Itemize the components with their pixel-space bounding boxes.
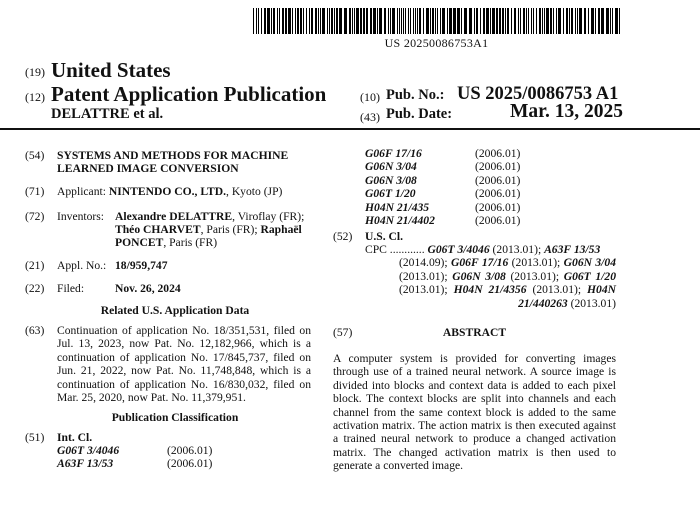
cpc-version: (2013.01); [399,269,453,283]
type-code: (12) [25,90,45,104]
continuation-line: Jun. 21, 2022, now Pat. No. 11,748,848, which is a [57,364,311,378]
inventor-1-location: , Viroflay (FR); [232,210,305,223]
cpc-class: G06N 3/04 [563,256,616,270]
cpc-line [399,256,616,269]
cpc-version: (2013.01) [567,296,616,310]
related-data-heading: Related U.S. Application Data [100,304,250,317]
pub-classification-heading: Publication Classification [111,411,239,424]
continuation-text [57,324,311,404]
pub-no-code: (10) [360,90,380,104]
appl-no-code: (21) [25,259,45,272]
int-cl-code: (51) [25,431,45,444]
cpc-line [399,270,616,283]
filed-label: Filed: [57,282,85,295]
applicant-name: NINTENDO CO., LTD. [108,185,227,198]
cpc-version: (2013.01); [505,269,564,283]
abstract-line: through use of a trained neural network. A source image is [333,365,616,379]
pub-date-code: (43) [360,110,380,124]
continuation-line: continuation of application No. 16/830,032, filed on [57,377,311,391]
cpc-version: (2013.01); [508,256,564,270]
inventor-3-location: , Paris (FR) [163,236,218,249]
continuation-line: Continuation of application No. 18/351,531, filed on [57,324,311,337]
abstract-heading: ABSTRACT [442,326,507,339]
int-cl-code-entry: A63F 13/53 [57,457,114,471]
int-cl-version: (2006.01) [167,444,213,457]
us-cl-code: (52) [333,230,353,243]
inventor-3-name-last: PONCET [115,236,164,249]
us-cl-label: U.S. Cl. [365,230,404,243]
int-cl-code-entry: G06N 3/08 [365,173,417,187]
abstract-line: a trained neural network to produce a changed activation [333,432,616,446]
abstract-code: (57) [333,326,353,339]
continuation-code: (63) [25,324,45,337]
cpc-class: G06N 3/08 [452,269,506,283]
country: United States [51,58,171,82]
applicant-location: , Kyoto (JP) [226,185,283,198]
barcode-number: US 20250086753A1 [384,36,489,50]
inventors-code: (72) [25,210,45,223]
cpc-version: (2013.01); [489,243,545,256]
pub-date: Mar. 13, 2025 [510,101,624,122]
inventor-3-name-first: Raphaël [260,223,302,236]
abstract-line: divided into blocks and context data is added to each pixel [333,378,616,392]
int-cl-label: Int. Cl. [57,431,93,444]
cpc-class: G06T 1/20 [563,269,616,283]
filed-date: Nov. 26, 2024 [115,282,181,295]
int-cl-version: (2006.01) [475,173,521,187]
pub-no: US 2025/0086753 A1 [457,84,619,104]
header-rule [0,128,700,130]
inventor-3 [115,236,217,249]
applicant-row [57,185,282,198]
int-cl-version: (2006.01) [475,160,521,174]
applicant-label: Applicant: [57,185,106,198]
applicant-code: (71) [25,185,45,198]
cpc-class: H04N 21/4356 [453,283,527,297]
cpc-class: G06T 3/4046 [427,243,490,256]
abstract-line: generate a converted image. [333,459,464,473]
inventor-2 [115,223,302,236]
abstract-text [333,352,616,473]
int-cl-version: (2006.01) [475,214,521,227]
int-cl-code-entry: G06T 1/20 [365,187,416,201]
cpc-class: A63F 13/53 [544,243,601,256]
appl-no-label: Appl. No.: [57,259,107,272]
abstract-line: A computer system is provided for converting images [333,352,616,365]
inventors-label: Inventors: [57,210,105,223]
abstract-line: activation matrix. The action matrix is then executed against [333,419,616,433]
cpc-class: 21/440263 [518,296,568,310]
continuation-line: Jul. 13, 2023, now Pat. No. 12,182,966, which is a [57,337,311,351]
title-line-1: SYSTEMS AND METHODS FOR MACHINE [57,149,289,162]
title-code: (54) [25,149,45,162]
inventor-2-location: , Paris (FR); [200,223,261,236]
int-cl-version: (2006.01) [475,200,521,214]
country-code: (19) [25,65,45,79]
pub-date-label: Pub. Date: [386,106,453,122]
inventor-short: DELATTRE et al. [51,106,164,122]
cpc-label: CPC ............ [365,243,428,256]
abstract-line: matrix. The changed activation matrix is then used to [333,445,616,459]
int-cl-version: (2006.01) [167,457,213,471]
int-cl-code-entry: G06F 17/16 [365,147,422,160]
cpc-version: (2013.01); [399,283,454,297]
inventor-1-name: Alexandre DELATTRE [115,210,233,223]
continuation-line: Mar. 25, 2020, now Pat. No. 11,379,951. [57,391,246,405]
inventor-1 [115,210,304,223]
int-cl-code-entry: G06N 3/04 [365,160,417,174]
publication-type: Patent Application Publication [51,82,327,106]
inventor-2-name: Théo CHARVET [115,223,201,236]
int-cl-version: (2006.01) [475,187,521,201]
pub-no-label: Pub. No.: [386,87,445,103]
appl-no: 18/959,747 [115,259,168,272]
cpc-line [399,283,616,296]
barcode [253,8,620,34]
int-cl-code-entry: G06T 3/4046 [57,444,120,457]
int-cl-code-entry: H04N 21/435 [365,200,430,214]
cpc-class: H04N [587,283,617,297]
title-line-2: LEARNED IMAGE CONVERSION [57,162,239,175]
cpc-version: (2014.09); [399,256,451,270]
int-cl-version: (2006.01) [475,147,521,160]
int-cl-code-entry: H04N 21/4402 [365,214,435,227]
abstract-line: block. The context blocks are split into channels and each [333,392,616,406]
cpc-line [365,243,616,256]
continuation-line: continuation of application No. 17/845,737, filed on [57,350,311,364]
cpc-version: (2013.01); [526,283,588,297]
abstract-line: channel from the same context block is added to the same [333,405,616,419]
cpc-line [399,297,616,310]
cpc-class: G06F 17/16 [451,256,509,270]
filed-code: (22) [25,282,45,295]
